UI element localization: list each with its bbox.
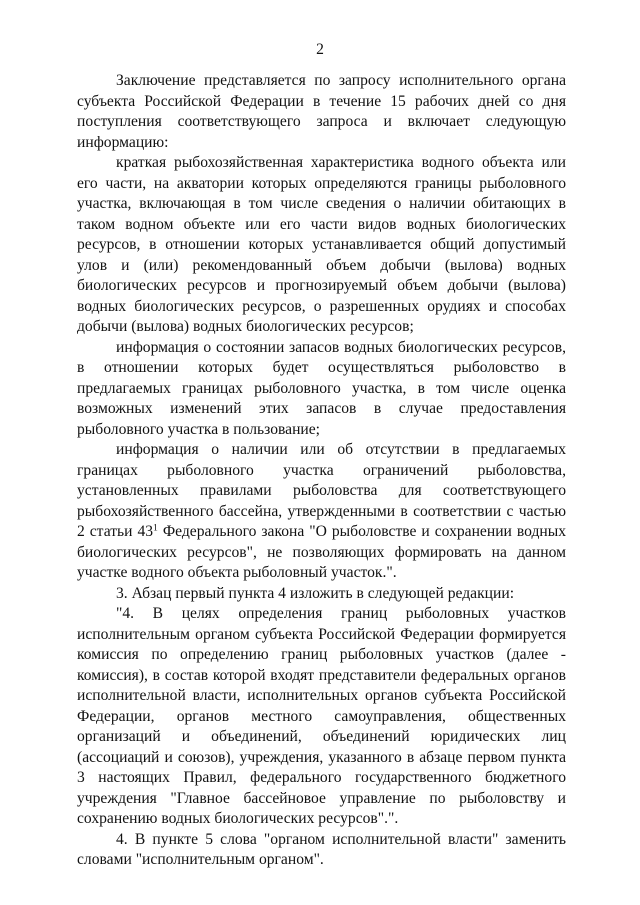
paragraph-intro: Заключение представляется по запросу исполнительного органа субъекта Российской Федерации в течение 15 рабочих дней со дня поступления соответствующего запроса и включает следующую информацию:	[77, 72, 566, 151]
paragraph-restrictions	[77, 440, 566, 584]
paragraph-item-3: 3. Абзац первый пункта 4 изложить в следующей редакции:	[116, 584, 515, 602]
restrictions-text-start: информация о наличии или об отсутствии в предлагаемых границах рыболовного участка ограничений рыболовства, установленных правилами рыболовства для соответствующего рыбохозяйственного бассейна, утвержденными в соответствии с частью 2 статьи 43	[77, 441, 566, 540]
article-superscript: 1	[153, 522, 158, 534]
document-body	[77, 71, 566, 871]
paragraph-item-4: 4. В пункте 5 слова "органом исполнительной власти" заменить словами "исполнительным органом".	[77, 830, 566, 868]
paragraph-commission: "4. В целях определения границ рыболовных участков исполнительным органом субъекта Российской Федерации формируется комиссия по определению границ рыболовных участков (далее - комиссия), в состав которой входят представители федеральных органов исполнительной власти, исполнительных органов субъекта Российской Федерации, органов местного самоуправления, общественных организаций и объединений, объединений юридических лиц (ассоциаций и союзов), учреждения, указанного в абзаце первом пункта 3 настоящих Правил, федерального государственного бюджетного учреждения "Главное бассейновое управление по рыболовству и сохранению водных биологических ресурсов".".	[77, 605, 566, 827]
restrictions-text-end: Федерального закона "О рыболовстве и сохранении водных биологических ресурсов", не позволяющих формировать на данном участке водного объекта рыболовный участок.".	[77, 523, 567, 581]
page-number: 2	[316, 41, 324, 58]
paragraph-stock-info: информация о состоянии запасов водных биологических ресурсов, в отношении которых будет осуществляться рыболовство в предлагаемых границах рыболовного участка, в том числе оценка возможных изменений этих запасов в случае предоставления рыболовного участка в пользование;	[77, 338, 566, 438]
paragraph-characteristic: краткая рыбохозяйственная характеристика водного объекта или его части, на акватории которых определяются границы рыболовного участка, включающая в том числе сведения о наличии обитающих в таком водном объекте или его части видов водных биологических ресурсов, в отношении которых устанавливается общий допустимый улов и (или) рекомендованный объем добычи (вылова) водных биологических ресурсов и прогнозируемый объем добычи (вылова) водных биологических ресурсов, о разрешенных орудиях и способах добычи (вылова) водных биологических ресурсов;	[77, 154, 566, 335]
